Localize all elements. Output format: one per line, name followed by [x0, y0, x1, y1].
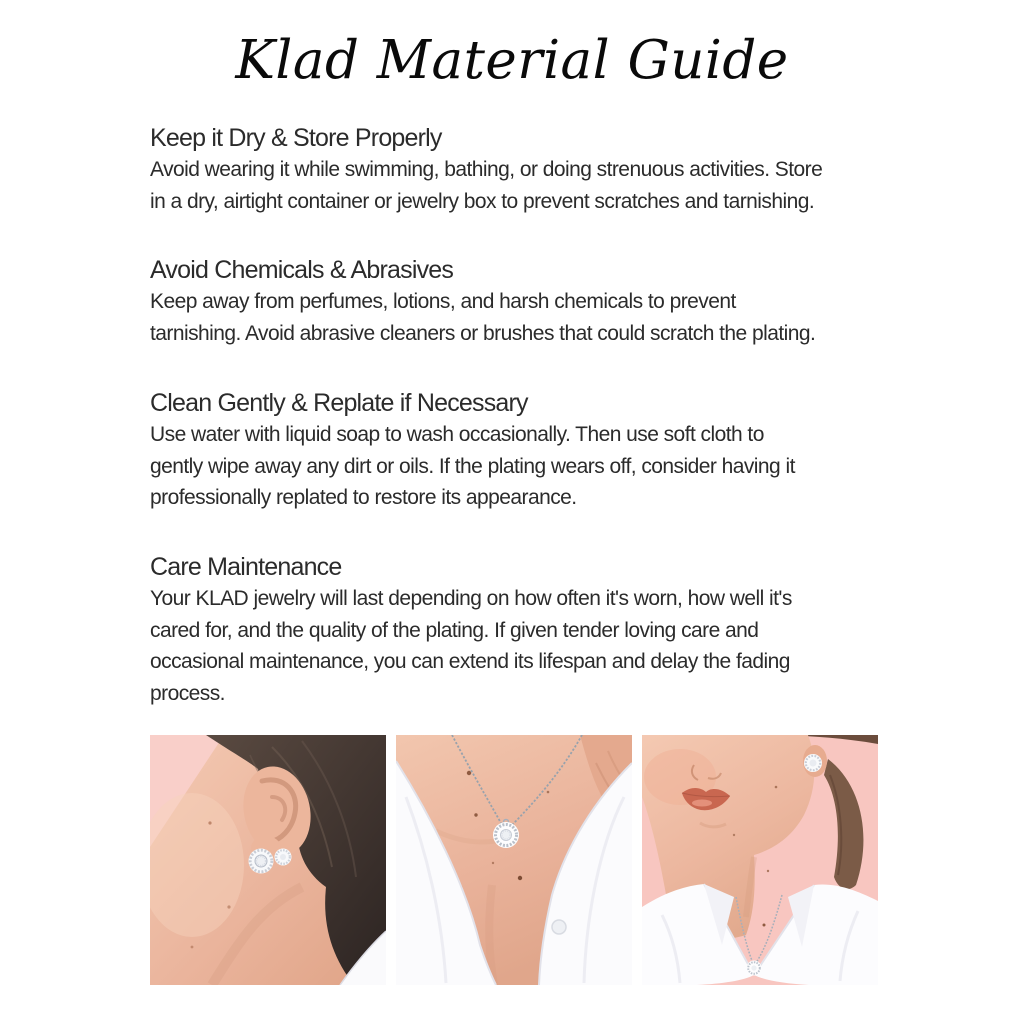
- section-body-line: tarnishing. Avoid abrasive cleaners or brushes that could scratch the plating.: [150, 321, 816, 345]
- halo-stud-earring-large: [249, 849, 274, 874]
- section-body-line: Keep away from perfumes, lotions, and harsh chemicals to prevent: [150, 290, 736, 313]
- section-body-line: occasional maintenance, you can extend its lifespan and delay the fading: [150, 650, 790, 673]
- photo-necklace-closeup: [396, 735, 632, 985]
- section-heading: Care Maintenance: [150, 553, 342, 581]
- section-body-line: professionally replated to restore its appearance.: [150, 486, 577, 509]
- earrings-photo-illustration: [150, 735, 386, 985]
- photo-earrings-closeup: [150, 735, 386, 985]
- section-body-line: gently wipe away any dirt or oils. If the plating wears off, consider having it: [150, 454, 795, 478]
- photo-model-portrait: [642, 735, 878, 985]
- section-care-maintenance: [150, 551, 910, 709]
- necklace-photo-illustration: [396, 735, 632, 985]
- section-heading: Avoid Chemicals & Abrasives: [150, 256, 454, 284]
- section-body-line: Use water with liquid soap to wash occasionally. Then use soft cloth to: [150, 423, 764, 446]
- section-body-line: Your KLAD jewelry will last depending on how often it's worn, how well it's: [150, 587, 792, 610]
- section-avoid-chemicals: [150, 254, 910, 349]
- shirt-button: [552, 920, 566, 934]
- section-body-line: cared for, and the quality of the plating. If given tender loving care and: [150, 618, 759, 642]
- section-body-line: Avoid wearing it while swimming, bathing, or doing strenuous activities. Store: [150, 158, 823, 181]
- section-clean-gently: [150, 387, 910, 514]
- section-body-line: process.: [150, 681, 225, 705]
- section-heading: Keep it Dry & Store Properly: [150, 124, 442, 152]
- section-keep-it-dry: [150, 122, 910, 217]
- photo-row: [150, 735, 878, 985]
- portrait-photo-illustration: [642, 735, 878, 985]
- halo-stud-earring: [804, 754, 822, 772]
- pave-stud-earring-small: [275, 849, 292, 866]
- section-heading: Clean Gently & Replate if Necessary: [150, 389, 528, 417]
- section-body-line: in a dry, airtight container or jewelry box to prevent scratches and tarnishing.: [150, 189, 815, 213]
- page-title: Klad Material Guide: [235, 30, 789, 91]
